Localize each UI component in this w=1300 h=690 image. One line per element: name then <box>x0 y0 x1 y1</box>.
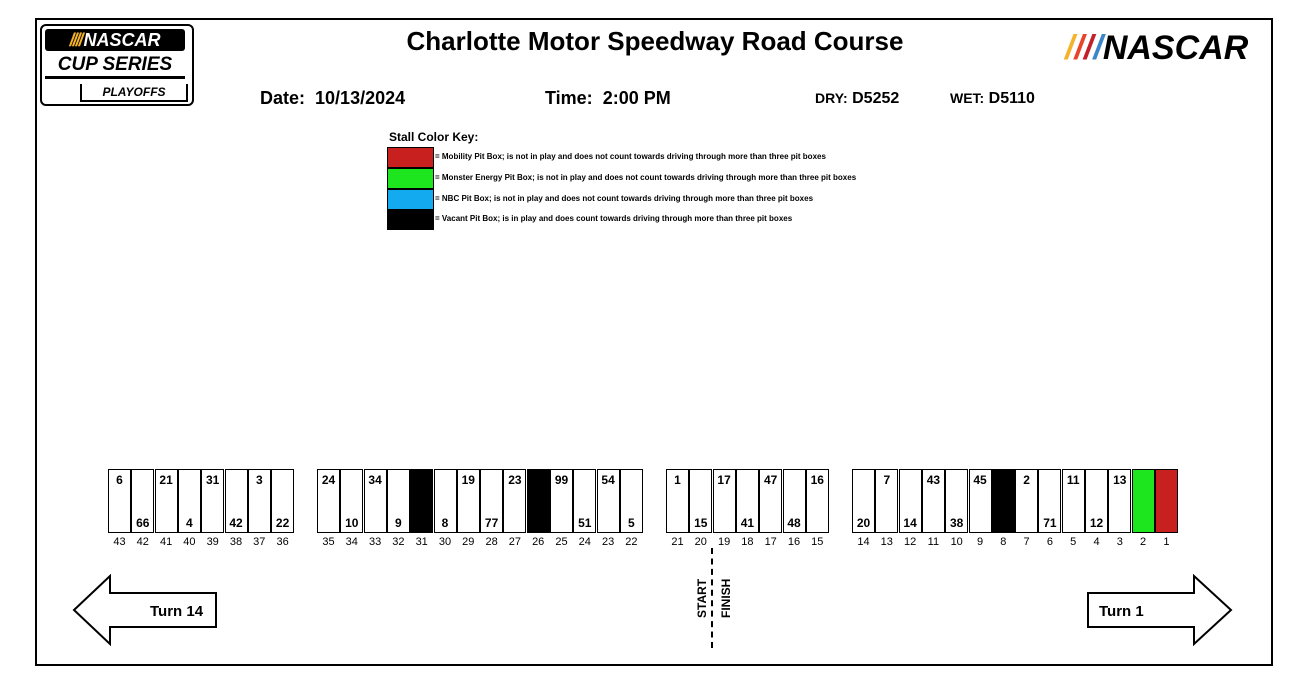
stall-number: 28 <box>485 536 498 548</box>
stall-number: 18 <box>741 536 754 548</box>
stall-number: 20 <box>694 536 707 548</box>
key-swatch <box>387 209 434 230</box>
car-number: 12 <box>1089 516 1104 530</box>
car-number: 34 <box>368 473 382 487</box>
start-finish-line <box>711 548 713 648</box>
stall-number: 43 <box>113 536 126 548</box>
stall-number: 29 <box>462 536 475 548</box>
car-number: 71 <box>1043 516 1057 530</box>
car-number: 99 <box>554 473 569 487</box>
pit-stall-10 <box>945 469 968 533</box>
page-frame <box>35 18 1273 666</box>
stall-number: 15 <box>811 536 824 548</box>
pit-stall-6 <box>1038 469 1061 533</box>
stall-number: 24 <box>578 536 591 548</box>
car-number: 7 <box>883 473 891 487</box>
pit-stall-33 <box>364 469 387 533</box>
key-title: Stall Color Key: <box>389 130 479 144</box>
pit-stall-15 <box>806 469 829 533</box>
car-number: 1 <box>674 473 681 487</box>
stall-number: 31 <box>415 536 428 548</box>
car-number: 2 <box>1023 473 1030 487</box>
pit-stall-2 <box>1132 469 1155 533</box>
pit-stall-18 <box>736 469 759 533</box>
stall-number: 12 <box>903 536 917 548</box>
key-swatch <box>387 189 434 210</box>
stall-number: 14 <box>857 536 870 548</box>
car-number: 51 <box>578 516 592 530</box>
car-number: 24 <box>321 473 336 487</box>
key-swatch <box>387 147 434 168</box>
pit-stall-27 <box>503 469 526 533</box>
date-label: Date: <box>260 88 306 108</box>
dry-info <box>815 90 899 108</box>
cup-series-logo <box>40 24 194 106</box>
nascar-logo-text: NASCAR <box>1102 29 1249 67</box>
pit-stall-21 <box>666 469 689 533</box>
stall-number: 4 <box>1093 536 1100 548</box>
car-number: 21 <box>159 473 173 487</box>
pit-stall-11 <box>922 469 945 533</box>
stall-number: 13 <box>880 536 893 548</box>
time-info <box>545 88 671 109</box>
car-number: 45 <box>973 473 987 487</box>
key-swatch <box>387 168 434 189</box>
stall-number: 41 <box>159 536 173 548</box>
wet-value: D5110 <box>988 90 1035 107</box>
time-value: 2:00 PM <box>602 88 671 108</box>
stall-number: 1 <box>1163 536 1170 548</box>
page-title: Charlotte Motor Speedway Road Course <box>406 26 904 56</box>
pit-stall-43 <box>108 469 131 533</box>
logo-top-text: NASCAR <box>83 30 161 50</box>
wet-label: WET: <box>950 90 985 106</box>
wet-info <box>950 90 1035 108</box>
key-item-text: = Vacant Pit Box; is in play and does count towards driving through more than three pit boxes <box>435 214 793 223</box>
stall-number: 38 <box>229 536 243 548</box>
pit-stall-12 <box>899 469 922 533</box>
stall-number: 3 <box>1116 536 1123 548</box>
car-number: 20 <box>856 516 871 530</box>
car-number: 66 <box>136 516 150 530</box>
logo-playoffs-text: PLAYOFFS <box>80 84 188 102</box>
stall-number: 33 <box>368 536 382 548</box>
pit-stall-38 <box>225 469 248 533</box>
stall-number: 9 <box>976 536 984 548</box>
car-number: 8 <box>441 516 449 530</box>
pit-stall-28 <box>480 469 503 533</box>
pit-stall-26 <box>527 469 550 533</box>
pit-stall-8 <box>992 469 1015 533</box>
car-number: 47 <box>764 473 778 487</box>
dry-label: DRY: <box>815 90 848 106</box>
pit-stall-30 <box>434 469 457 533</box>
stall-number: 37 <box>253 536 266 548</box>
pit-stall-35 <box>317 469 340 533</box>
car-number: 19 <box>461 473 475 487</box>
stall-number: 17 <box>764 536 777 548</box>
stall-number: 22 <box>625 536 638 548</box>
date-info <box>260 88 405 109</box>
pit-stall-24 <box>573 469 596 533</box>
car-number: 31 <box>206 473 220 487</box>
stall-number: 5 <box>1070 536 1077 548</box>
stall-number: 39 <box>206 536 219 548</box>
car-number: 17 <box>717 473 731 487</box>
pit-stall-13 <box>875 469 898 533</box>
stall-number: 21 <box>671 536 684 548</box>
finish-label: FINISH <box>719 578 733 618</box>
car-number: 4 <box>186 516 193 530</box>
stall-number: 26 <box>532 536 545 548</box>
stall-number: 23 <box>601 536 615 548</box>
car-number: 38 <box>950 516 964 530</box>
car-number: 16 <box>810 473 824 487</box>
stall-number: 35 <box>322 536 335 548</box>
stall-number: 11 <box>927 536 940 548</box>
nascar-logo: ////NASCAR <box>1065 29 1249 67</box>
pit-stall-31 <box>410 469 433 533</box>
car-number: 48 <box>787 516 801 530</box>
car-number: 77 <box>484 516 499 530</box>
stall-number: 2 <box>1140 536 1147 548</box>
stall-number: 10 <box>950 536 963 548</box>
pit-stall-3 <box>1108 469 1131 533</box>
dry-value: D5252 <box>852 90 900 107</box>
pit-stall-41 <box>155 469 178 533</box>
key-item-text: = NBC Pit Box; is not in play and does not count towards driving through more than three pit boxes <box>435 194 814 203</box>
car-number: 6 <box>116 473 123 487</box>
pit-stall-32 <box>387 469 410 533</box>
stall-number: 16 <box>787 536 801 548</box>
stall-number: 40 <box>183 536 196 548</box>
car-number: 9 <box>395 516 402 530</box>
stall-number: 7 <box>1023 536 1030 548</box>
logo-cup-series-text: CUP SERIES <box>45 53 185 79</box>
pit-stall-29 <box>457 469 480 533</box>
key-item-text: = Monster Energy Pit Box; is not in play and does not count towards driving through more than three pit boxes <box>435 173 857 182</box>
pit-stall-16 <box>783 469 806 533</box>
turn-1-label: Turn 1 <box>1099 603 1144 620</box>
pit-stall-42 <box>131 469 154 533</box>
car-number: 43 <box>926 473 941 487</box>
stall-number: 30 <box>438 536 452 548</box>
pit-stall-22 <box>620 469 643 533</box>
stall-number: 25 <box>555 536 568 548</box>
car-number: 11 <box>1066 473 1080 487</box>
car-number: 42 <box>229 516 243 530</box>
date-value: 10/13/2024 <box>315 88 406 108</box>
car-number: 14 <box>903 516 917 530</box>
stall-number: 19 <box>717 536 731 548</box>
pit-stall-36 <box>271 469 294 533</box>
stall-number: 32 <box>392 536 405 548</box>
time-label: Time: <box>545 88 593 108</box>
stall-number: 27 <box>508 536 522 548</box>
stall-number: 42 <box>136 536 149 548</box>
pit-stall-25 <box>550 469 573 533</box>
logo-top: //// NASCAR <box>45 29 185 51</box>
car-number: 3 <box>255 473 263 487</box>
pit-stall-4 <box>1085 469 1108 533</box>
pit-stall-34 <box>340 469 363 533</box>
pit-stall-20 <box>689 469 712 533</box>
car-number: 23 <box>508 473 522 487</box>
car-number: 15 <box>694 516 708 530</box>
key-item-text: = Mobility Pit Box; is not in play and does not count towards driving through more than three pit boxes <box>435 152 826 161</box>
pit-stall-5 <box>1062 469 1085 533</box>
pit-stall-14 <box>852 469 875 533</box>
pit-stall-23 <box>597 469 620 533</box>
stall-number: 8 <box>1000 536 1007 548</box>
car-number: 22 <box>275 516 290 530</box>
stall-number: 36 <box>276 536 289 548</box>
pit-stall-7 <box>1015 469 1038 533</box>
car-number: 13 <box>1113 473 1127 487</box>
pit-stall-40 <box>178 469 201 533</box>
start-label: START <box>695 578 709 618</box>
pit-stall-1 <box>1155 469 1178 533</box>
turn-14-label: Turn 14 <box>150 603 204 620</box>
car-number: 41 <box>740 516 755 530</box>
pit-stall-17 <box>759 469 782 533</box>
car-number: 10 <box>345 516 359 530</box>
pit-stall-9 <box>969 469 992 533</box>
car-number: 5 <box>628 516 635 530</box>
pit-stall-39 <box>201 469 224 533</box>
stall-number: 34 <box>345 536 358 548</box>
car-number: 54 <box>601 473 615 487</box>
pit-stall-37 <box>248 469 271 533</box>
pit-stall-19 <box>713 469 736 533</box>
stall-number: 6 <box>1046 536 1053 548</box>
